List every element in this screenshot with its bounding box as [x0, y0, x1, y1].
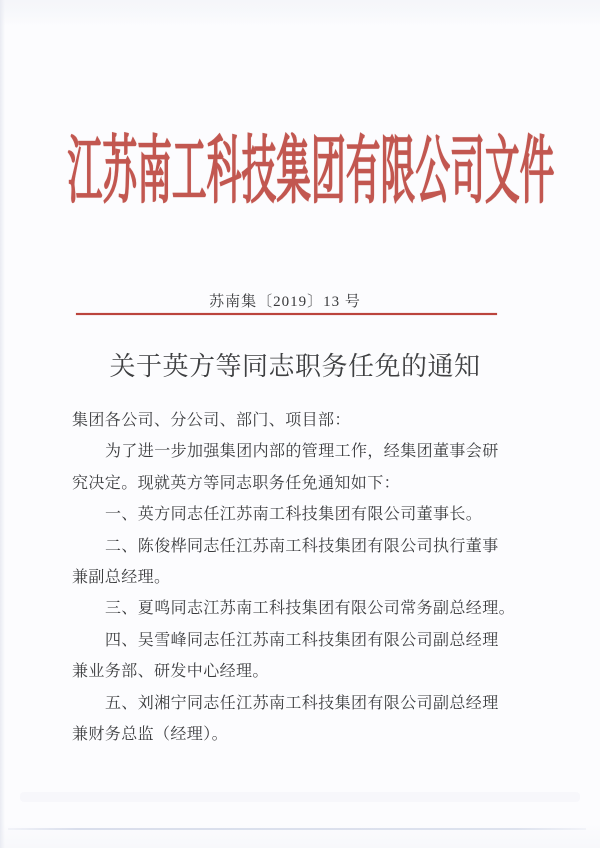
document-body — [72, 405, 516, 750]
body-line: 为了进一步加强集团内部的管理工作，经集团董事会研 — [105, 443, 499, 461]
body-line: 二、陈俊桦同志任江苏南工科技集团有限公司执行董事 — [105, 537, 499, 555]
document-title: 关于英方等同志职务任免的通知 — [109, 352, 481, 381]
red-separator-line — [76, 313, 497, 315]
body-line: 三、夏鸣同志江苏南工科技集团有限公司常务副总经理。 — [105, 600, 516, 618]
body-line: 兼业务部、研发中心经理。 — [72, 663, 269, 681]
scan-top-edge-shading — [0, 0, 600, 26]
org-header-row — [0, 130, 600, 214]
org-header: 江苏南工科技集团有限公司文件 — [67, 131, 555, 213]
scan-left-edge-shading — [0, 0, 5, 848]
body-line: 兼副总经理。 — [72, 569, 171, 587]
page-bottom-scan-line — [8, 828, 586, 830]
doc-number: 苏南集〔2019〕13 号 — [209, 294, 361, 310]
scan-smudge-band — [20, 792, 580, 802]
body-line: 兼财务总监（经理）。 — [72, 726, 229, 744]
body-line: 究决定。现就英方等同志职务任免通知如下： — [72, 474, 401, 492]
body-line: 一、英方同志任江苏南工科技集团有限公司董事长。 — [105, 506, 483, 524]
body-line: 四、吴雪峰同志任江苏南工科技集团有限公司副总经理 — [105, 631, 499, 649]
body-line: 五、刘湘宁同志任江苏南工科技集团有限公司副总经理 — [105, 694, 499, 712]
body-line: 集团各公司、分公司、部门、项目部： — [72, 412, 351, 429]
